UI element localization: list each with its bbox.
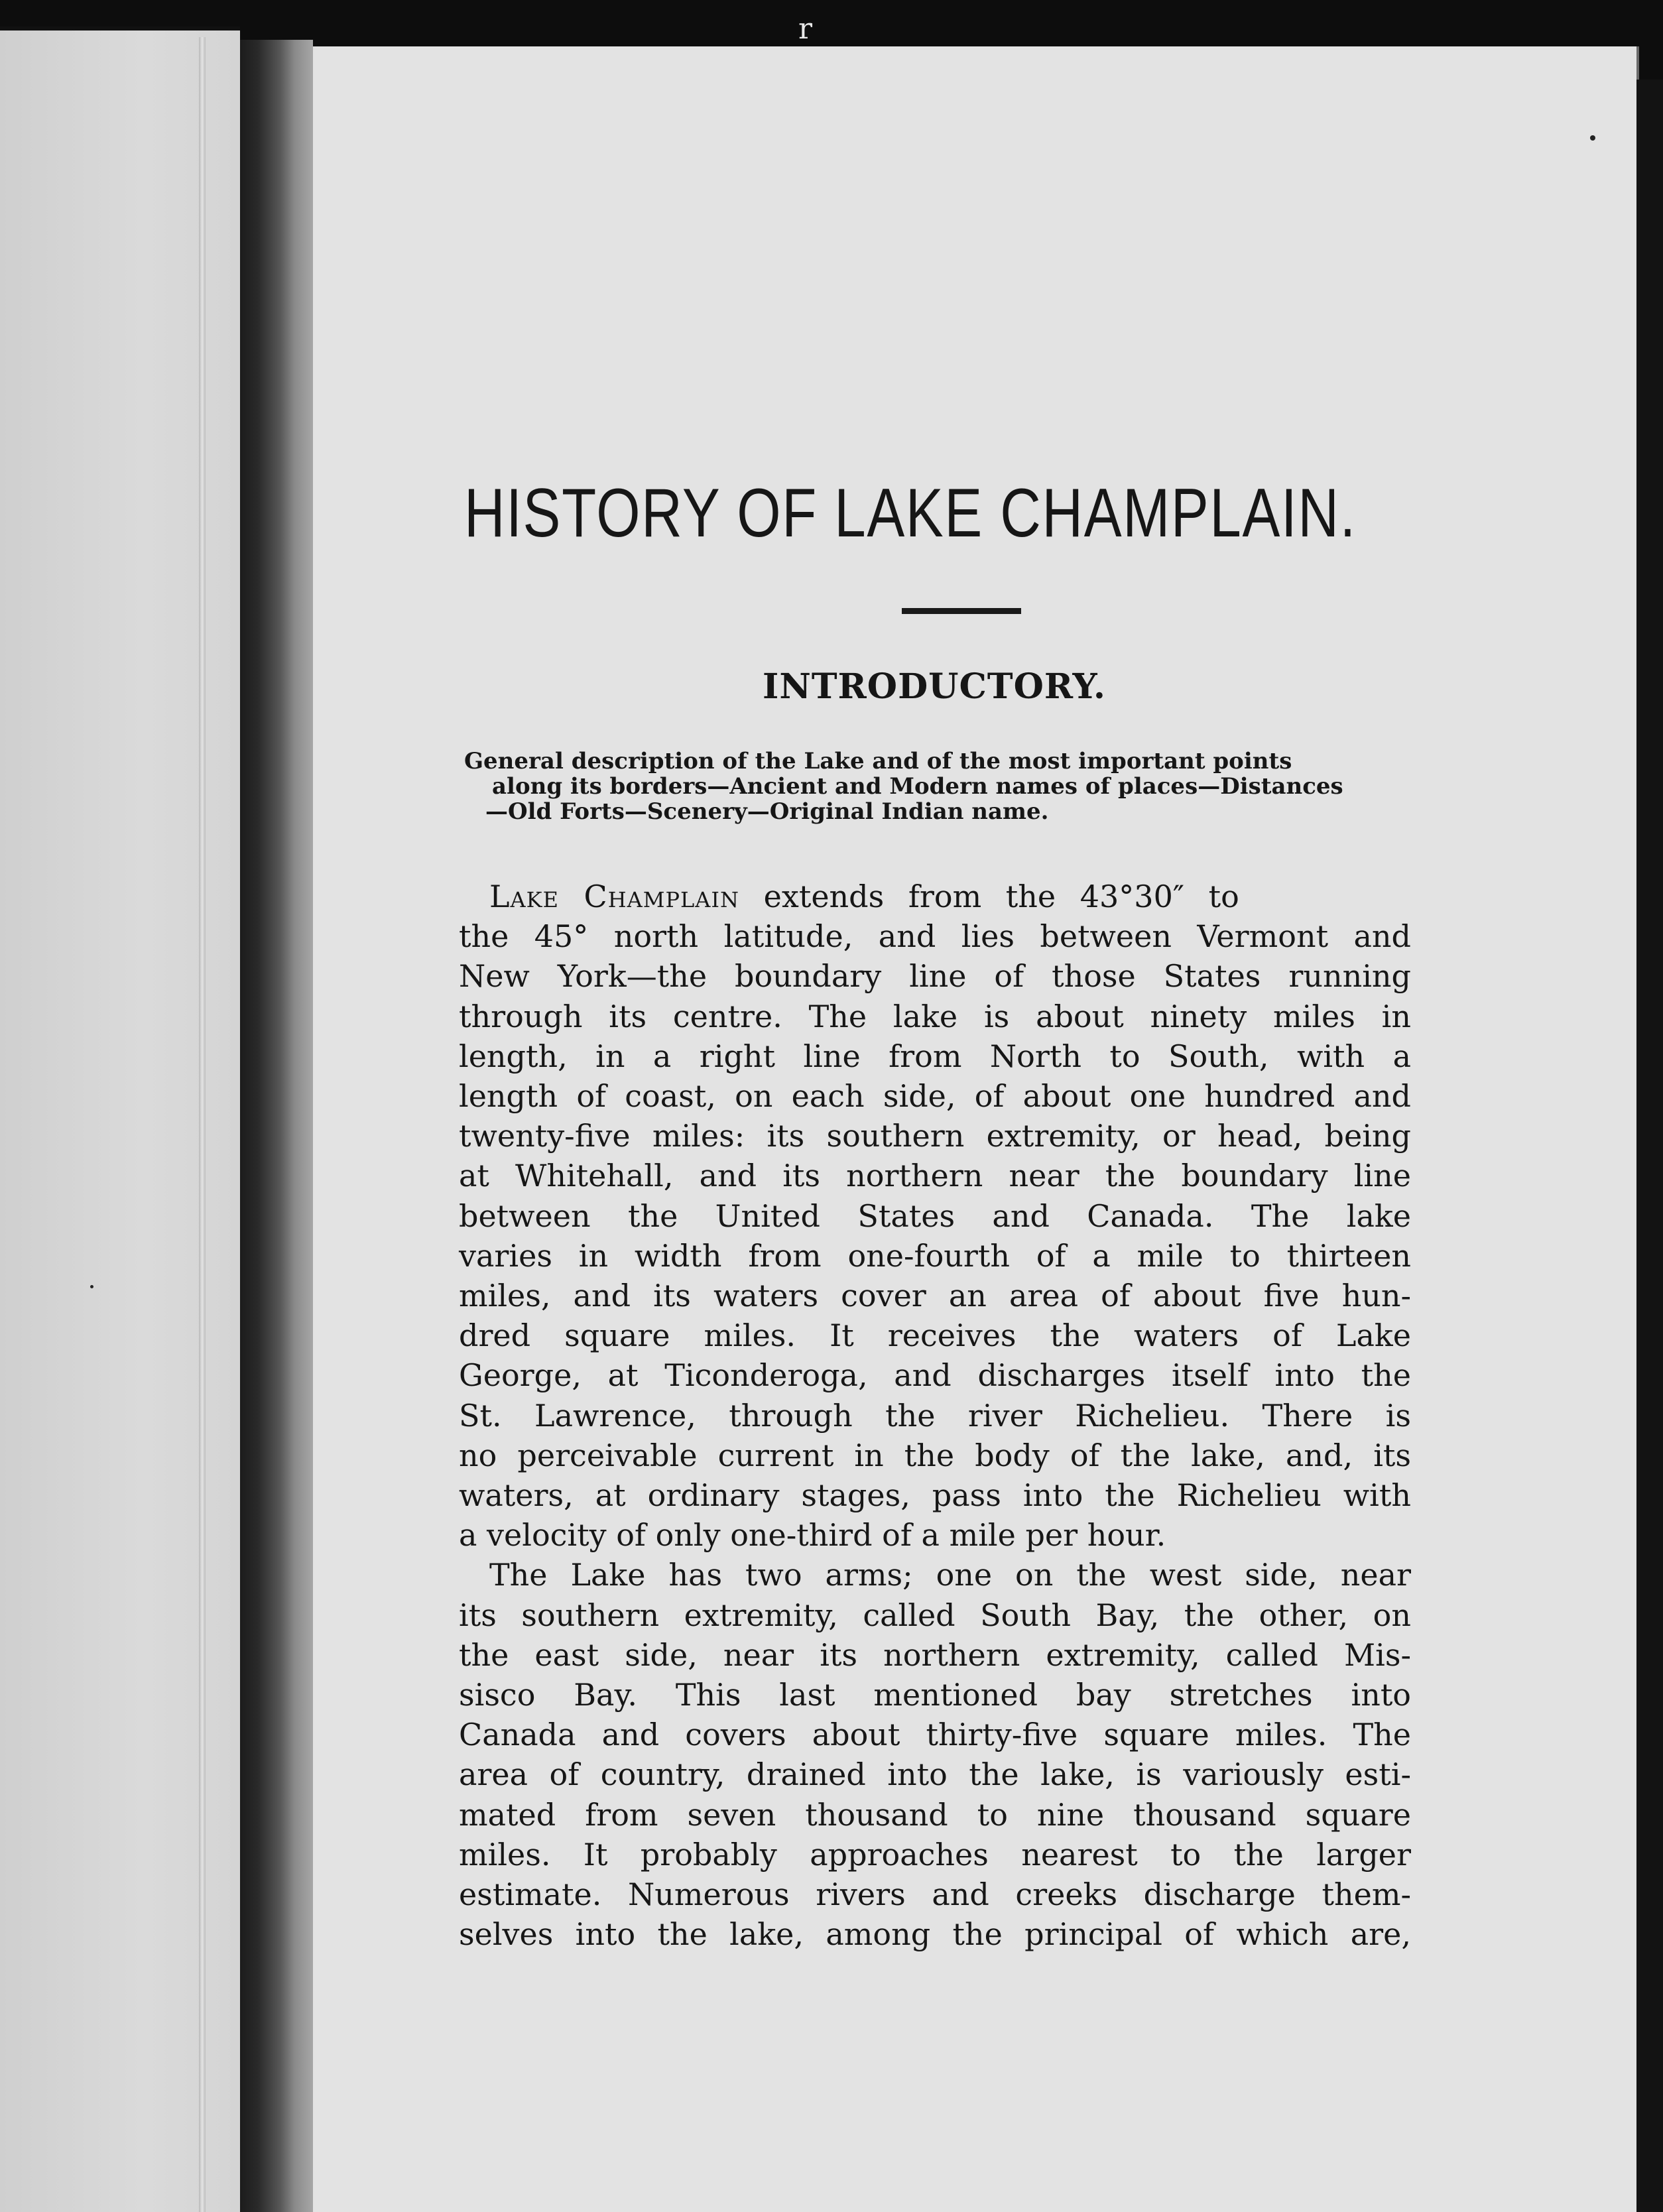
body-line: a velocity of only one-third of a mile per hour. bbox=[459, 1517, 1166, 1554]
body-line: area of country, drained into the lake, is variously esti- bbox=[459, 1756, 1411, 1793]
body-line: its southern extremity, called South Bay, the other, on bbox=[459, 1597, 1411, 1633]
body-line: selves into the lake, among the principal of which are, bbox=[459, 1916, 1411, 1953]
body-line: New York—the boundary line of those States running bbox=[459, 958, 1411, 995]
body-line: mated from seven thousand to nine thousand square bbox=[459, 1796, 1411, 1833]
body-line: waters, at ordinary stages, pass into the Richelieu with bbox=[459, 1477, 1411, 1513]
speck bbox=[1590, 135, 1595, 141]
right-page-shadow bbox=[1636, 80, 1663, 2212]
summary-line: along its borders—Ancient and Modern names of places—Distances bbox=[492, 773, 1343, 800]
section-heading: INTRODUCTORY. bbox=[763, 666, 1107, 707]
body-line: sisco Bay. This last mentioned bay stretches into bbox=[459, 1677, 1411, 1713]
book-gutter bbox=[240, 40, 313, 2212]
body-line: dred square miles. It receives the waters of Lake bbox=[459, 1318, 1411, 1354]
body-line bbox=[489, 877, 1411, 916]
body-line: miles, and its waters cover an area of about five hun- bbox=[459, 1278, 1411, 1314]
body-line: varies in width from one-fourth of a mile to thirteen bbox=[459, 1237, 1411, 1274]
title-rule bbox=[902, 608, 1021, 614]
body-line: length of coast, on each side, of about one hundred and bbox=[459, 1078, 1411, 1114]
page-title: HISTORY OF LAKE CHAMPLAIN. bbox=[464, 475, 1357, 552]
lead-smallcaps: Lake Champlain bbox=[489, 879, 740, 914]
body-line: Canada and covers about thirty-five square miles. The bbox=[459, 1717, 1411, 1753]
body-line: St. Lawrence, through the river Richelieu. There is bbox=[459, 1397, 1411, 1434]
body-line: miles. It probably approaches nearest to the larger bbox=[459, 1836, 1411, 1873]
body-line: twenty-five miles: its southern extremity, or head, being bbox=[459, 1118, 1411, 1154]
body-line: The Lake has two arms; one on the west side, near bbox=[489, 1557, 1411, 1593]
body-line-text: extends from the 43°30″ to bbox=[739, 879, 1239, 914]
speck bbox=[90, 1285, 93, 1288]
body-line: at Whitehall, and its northern near the boundary line bbox=[459, 1158, 1411, 1194]
body-line: length, in a right line from North to South, with a bbox=[459, 1038, 1411, 1074]
body-line: no perceivable current in the body of the lake, and, its bbox=[459, 1437, 1411, 1473]
summary-line: —Old Forts—Scenery—Original Indian name. bbox=[485, 798, 1049, 825]
summary-line: General description of the Lake and of the most important points bbox=[464, 748, 1292, 774]
body-line: between the United States and Canada. The lake bbox=[459, 1198, 1411, 1234]
body-line: through its centre. The lake is about ninety miles in bbox=[459, 998, 1411, 1034]
top-margin-mark: r bbox=[798, 12, 813, 46]
left-page-edge bbox=[199, 37, 206, 2212]
left-page-blank bbox=[0, 27, 240, 2212]
body-line: estimate. Numerous rivers and creeks discharge them- bbox=[459, 1876, 1411, 1912]
body-line: the 45° north latitude, and lies between Vermont and bbox=[459, 918, 1411, 955]
body-line: the east side, near its northern extremity, called Mis- bbox=[459, 1636, 1411, 1673]
body-line: George, at Ticonderoga, and discharges itself into the bbox=[459, 1357, 1411, 1394]
